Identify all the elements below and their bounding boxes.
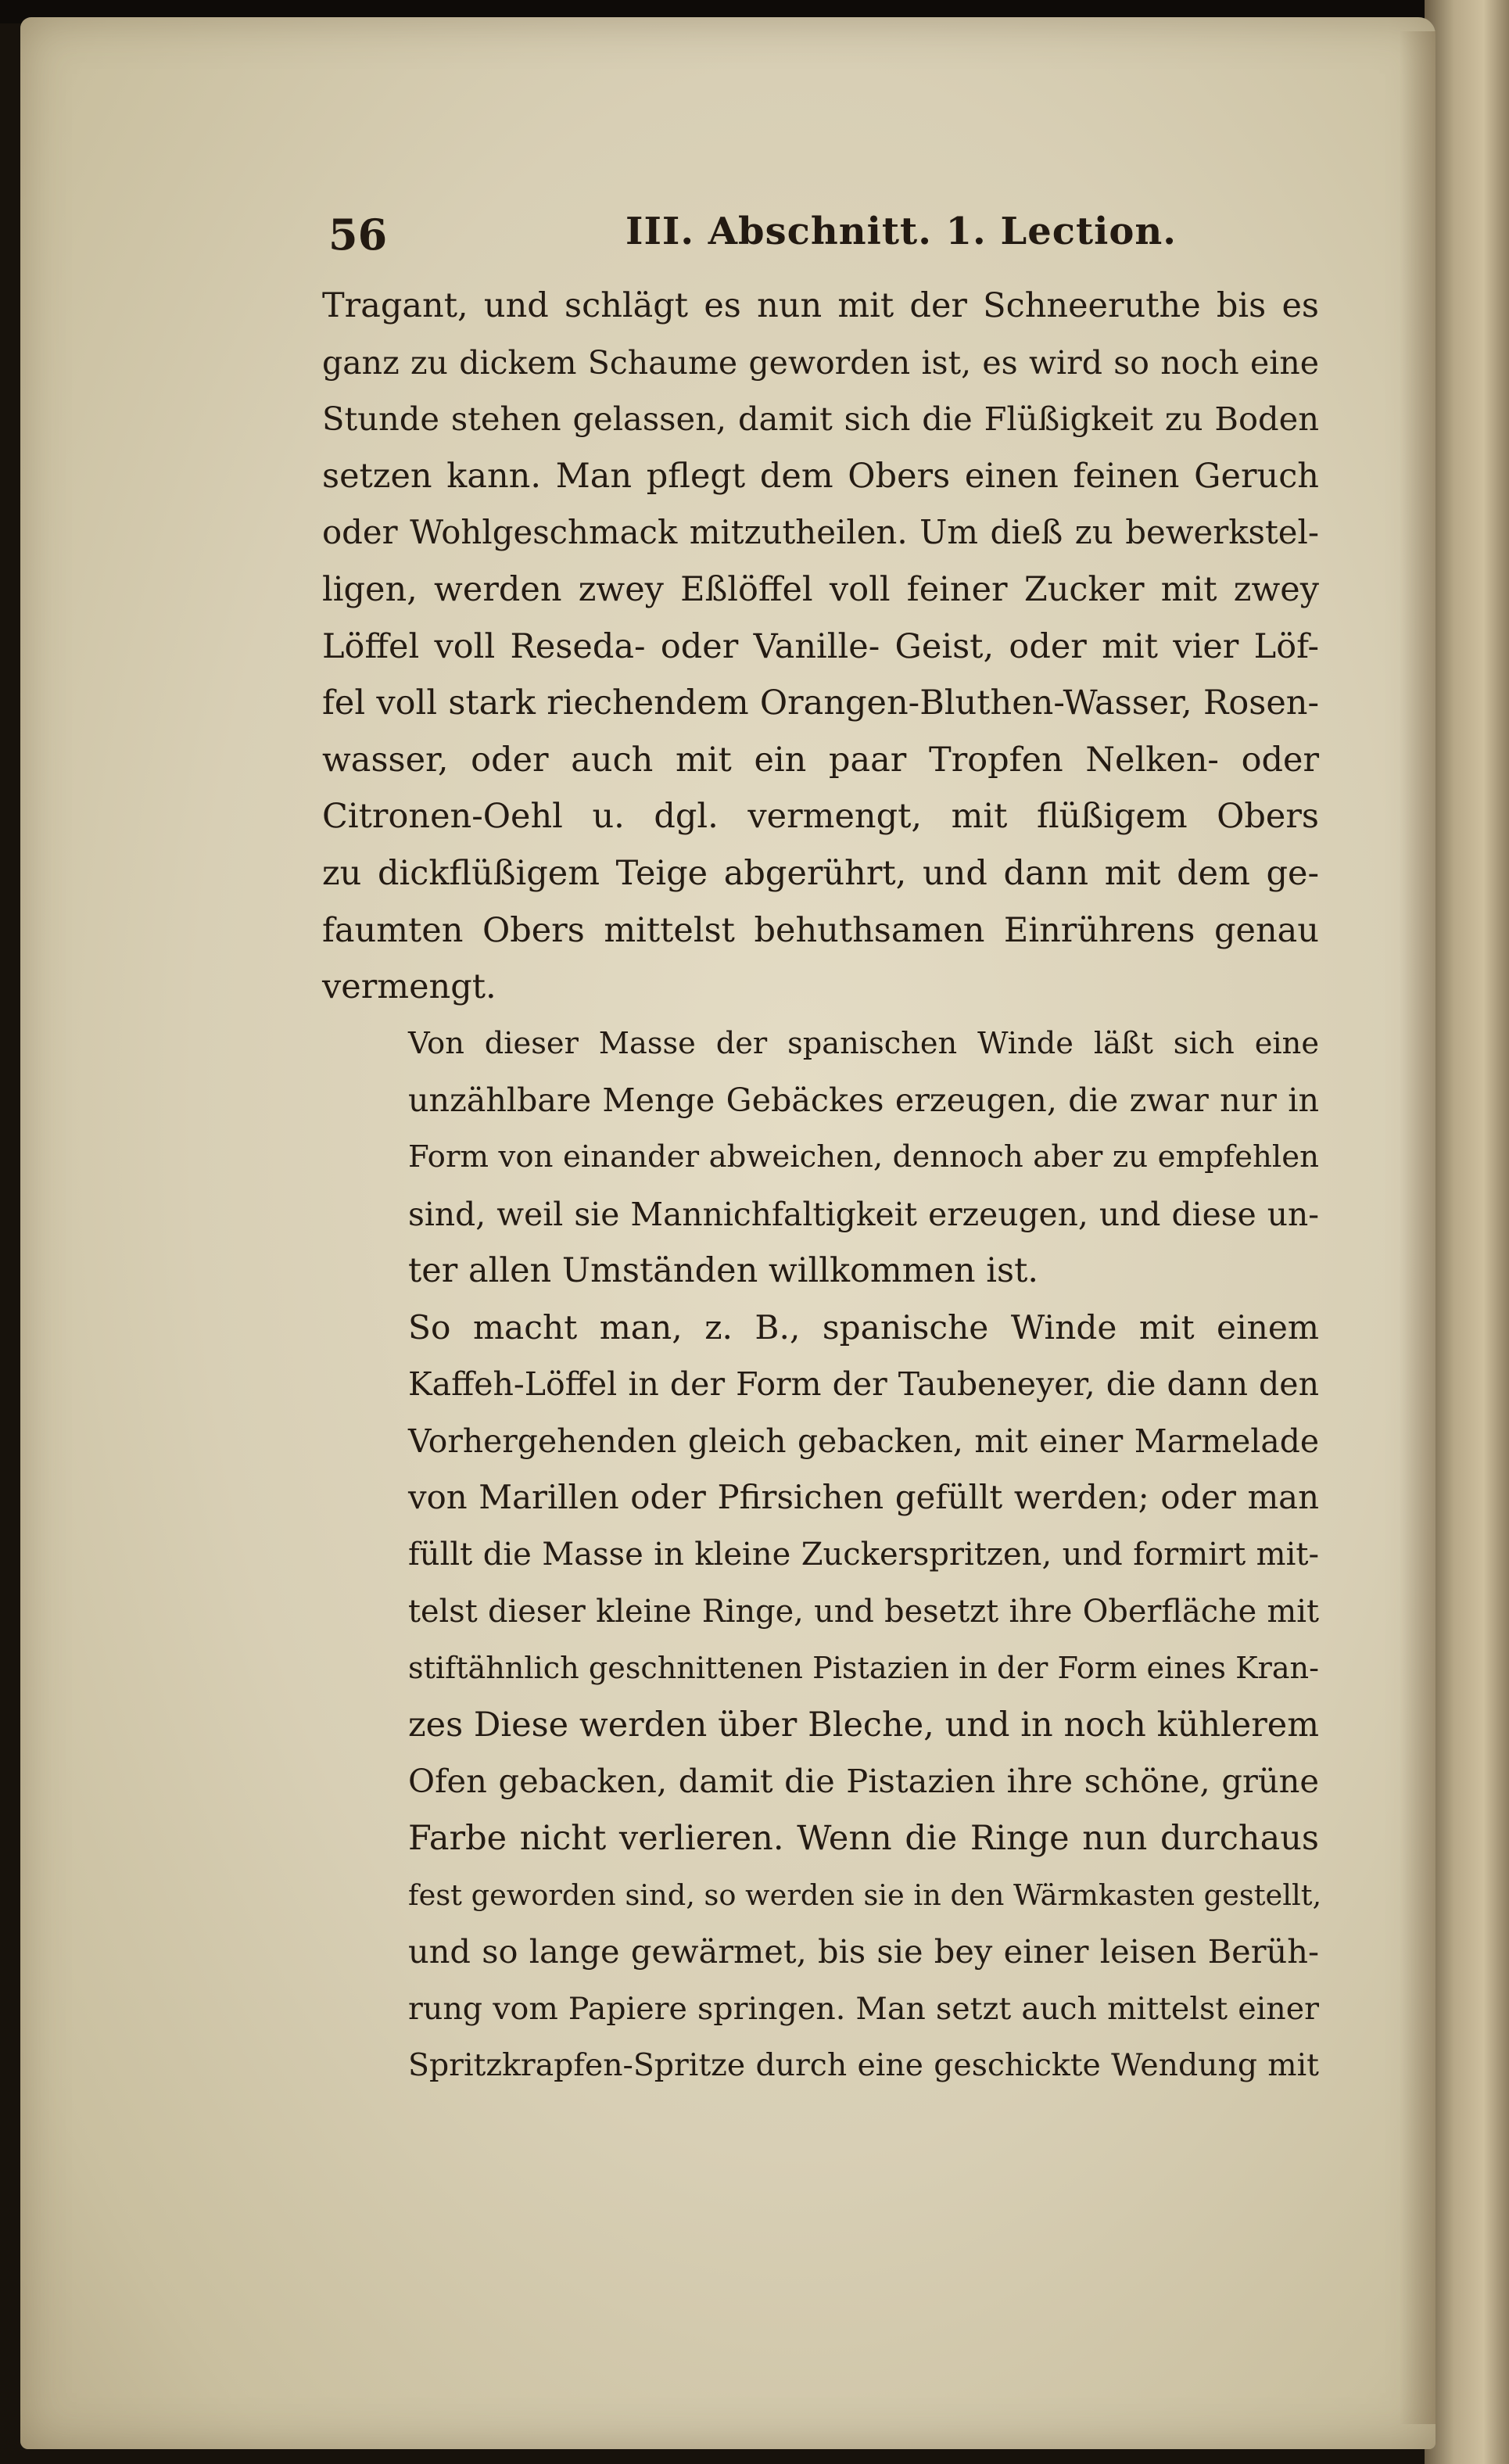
adjacent-page-edge [1425, 0, 1509, 2464]
page-fold-shadow [1400, 31, 1436, 2424]
text-line: Tragant, und schlägt es nun mit der Schneeruthe bis es [322, 286, 1319, 325]
text-line: zes Diese werden über Bleche, und in noch kühlerem [408, 1705, 1319, 1745]
text-line: fel voll stark riechendem Orangen-Bluthen-Wasser, Rosen- [322, 683, 1319, 723]
text-line: Ofen gebacken, damit die Pistazien ihre schöne, grüne [408, 1762, 1319, 1801]
text-line: Farbe nicht verlieren. Wenn die Ringe nun durchaus [408, 1819, 1319, 1859]
page-number: 56 [328, 210, 388, 260]
paragraph-3 [322, 1300, 1322, 2094]
page-header [328, 210, 1345, 264]
running-head: III. Abschnitt. 1. Lection. [625, 210, 1177, 253]
text-line: So macht man, z. B., spanische Winde mit einem [408, 1307, 1319, 1347]
text-line: Citronen-Oehl u. dgl. vermengt, mit flüßigem Obers [322, 797, 1319, 837]
text-line: unzählbare Menge Gebäckes erzeugen, die zwar nur in [408, 1081, 1319, 1120]
text-line: von Marillen oder Pfirsichen gefüllt werden; oder man [408, 1478, 1319, 1517]
text-line: und so lange gewärmet, bis sie bey einer leisen Berüh- [408, 1932, 1319, 1971]
text-line: telst dieser kleine Ringe, und besetzt ihre Oberfläche mit [408, 1593, 1319, 1630]
text-line: stiftähnlich geschnittenen Pistazien in der Form eines Kran- [408, 1651, 1319, 1686]
text-line: ligen, werden zwey Eßlöffel voll feiner Zucker mit zwey [322, 569, 1319, 609]
text-line: Form von einander abweichen, dennoch aber zu empfehlen [408, 1139, 1319, 1175]
text-line: sind, weil sie Mannichfaltigkeit erzeugen, und diese un- [408, 1195, 1319, 1233]
text-line: Vorhergehenden gleich gebacken, mit einer Marmelade [408, 1422, 1319, 1460]
text-line: setzen kann. Man pflegt dem Obers einen feinen Geruch [322, 456, 1319, 496]
text-line: fest geworden sind, so werden sie in den Wärmkasten gestellt, [408, 1878, 1322, 1912]
text-line: ganz zu dickem Schaume geworden ist, es wird so noch eine [322, 343, 1319, 382]
text-line: Von dieser Masse der spanischen Winde läßt sich eine [408, 1025, 1319, 1061]
paragraph-1 [322, 278, 1319, 1016]
text-line: oder Wohlgeschmack mitzutheilen. Um dieß zu bewerkstel- [322, 513, 1319, 552]
body-text [322, 278, 1322, 2094]
text-line: vermengt. [322, 967, 496, 1007]
text-line: füllt die Masse in kleine Zuckerspritzen, und formirt mit- [408, 1537, 1319, 1573]
paragraph-2 [322, 1016, 1319, 1300]
text-line: ter allen Umständen willkommen ist. [408, 1251, 1039, 1291]
text-line: rung vom Papiere springen. Man setzt auch mittelst einer [408, 1990, 1319, 2027]
text-line: wasser, oder auch mit ein paar Tropfen Nelken- oder [322, 740, 1319, 780]
text-line: faumten Obers mittelst behuthsamen Einrührens genau [322, 910, 1319, 950]
text-line: zu dickflüßigem Teige abgerührt, und dann mit dem ge- [322, 853, 1319, 893]
text-line: Spritzkrapfen-Spritze durch eine geschickte Wendung mit [408, 2047, 1319, 2084]
text-line: Löffel voll Reseda- oder Vanille- Geist, oder mit vier Löf- [322, 626, 1319, 666]
text-line: Stunde stehen gelassen, damit sich die Flüßigkeit zu Boden [322, 400, 1319, 439]
text-line: Kaffeh-Löffel in der Form der Taubeneyer, die dann den [408, 1365, 1319, 1404]
